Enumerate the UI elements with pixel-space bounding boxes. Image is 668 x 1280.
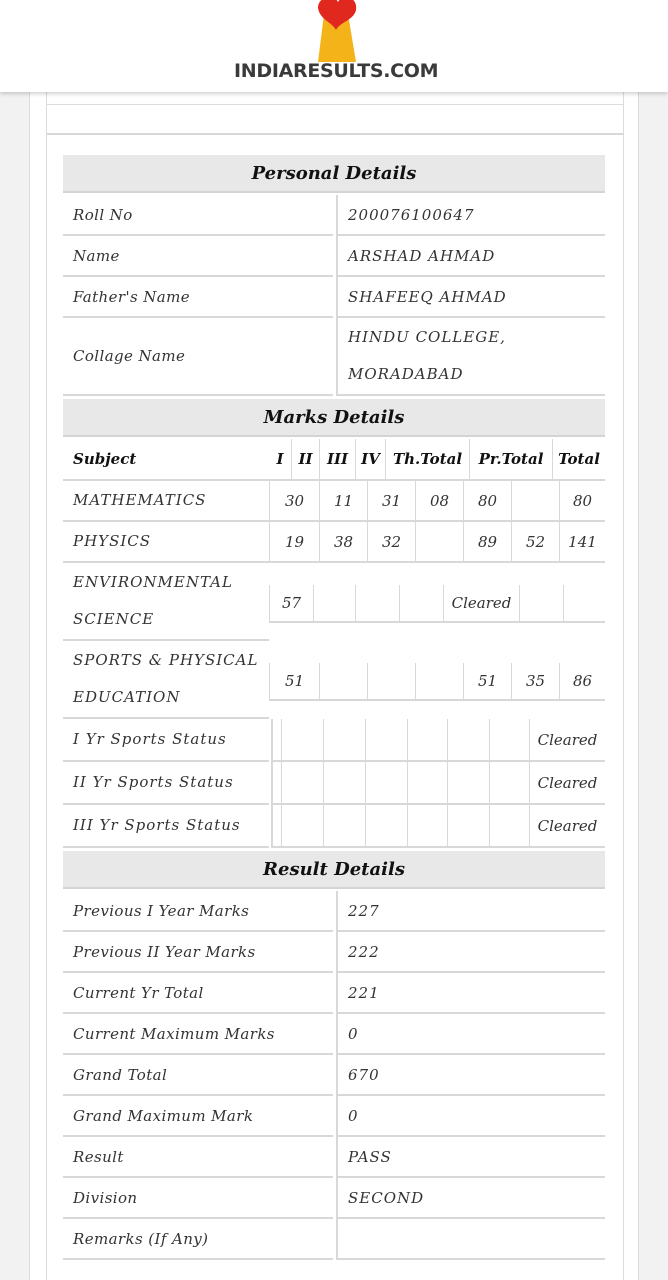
sports-status-value: Cleared <box>529 719 605 762</box>
table-row <box>63 1137 605 1178</box>
th-total-header: Th.Total <box>385 439 469 481</box>
table-row <box>63 762 605 805</box>
table-row <box>63 522 605 563</box>
empty-cell <box>489 719 529 762</box>
table-row <box>63 1219 605 1260</box>
site-logo[interactable] <box>234 0 439 88</box>
subject-name: ENVIRONMENTAL SCIENCE <box>63 563 269 641</box>
empty-cell <box>281 762 323 805</box>
college-name-value: HINDU COLLEGE, MORADABAD <box>336 318 605 396</box>
sports-status-value: Cleared <box>529 762 605 805</box>
empty-cell <box>365 719 407 762</box>
result-value: 222 <box>336 932 605 973</box>
mark-cell <box>511 481 559 522</box>
empty-cell <box>489 805 529 848</box>
empty-cell <box>323 719 365 762</box>
mark-cell <box>415 663 463 701</box>
result-label: Grand Total <box>63 1055 333 1096</box>
roll-no-label: Roll No <box>63 195 333 236</box>
sports-status-value: Cleared <box>529 805 605 848</box>
mark-cell <box>415 522 463 563</box>
empty-cell <box>447 762 489 805</box>
sports-status-label: III Yr Sports Status <box>63 805 269 848</box>
father-name-label: Father's Name <box>63 277 333 318</box>
col-iii-header: III <box>319 439 355 481</box>
name-label: Name <box>63 236 333 277</box>
subject-name: MATHEMATICS <box>63 481 269 522</box>
table-row <box>63 891 605 932</box>
result-value <box>336 1219 605 1260</box>
mark-cell: 80 <box>463 481 511 522</box>
mark-cell: 51 <box>269 663 319 701</box>
mark-cell: 57 <box>269 585 313 623</box>
mark-cell: 86 <box>559 663 605 701</box>
empty-cell <box>271 762 281 805</box>
empty-cell <box>271 805 281 848</box>
col-i-header: I <box>269 439 291 481</box>
table-row <box>63 1096 605 1137</box>
result-value: PASS <box>336 1137 605 1178</box>
result-value: 221 <box>336 973 605 1014</box>
total-header: Total <box>552 439 605 481</box>
result-label: Result <box>63 1137 333 1178</box>
empty-cell <box>323 762 365 805</box>
result-label: Current Yr Total <box>63 973 333 1014</box>
mark-cell: Cleared <box>443 585 519 623</box>
table-row <box>63 805 605 848</box>
table-row <box>63 481 605 522</box>
result-details-heading: Result Details <box>63 851 605 889</box>
table-row <box>63 236 605 277</box>
empty-cell <box>447 805 489 848</box>
table-row <box>63 719 605 762</box>
mark-cell: 08 <box>415 481 463 522</box>
result-label: Division <box>63 1178 333 1219</box>
empty-cell <box>365 805 407 848</box>
result-value: 227 <box>336 891 605 932</box>
table-row <box>63 1055 605 1096</box>
mark-cell <box>399 585 443 623</box>
table-row <box>63 318 605 396</box>
col-ii-header: II <box>291 439 319 481</box>
result-label: Current Maximum Marks <box>63 1014 333 1055</box>
empty-cell <box>407 719 447 762</box>
table-row <box>63 973 605 1014</box>
result-value: SECOND <box>336 1178 605 1219</box>
empty-cell <box>489 762 529 805</box>
pr-total-header: Pr.Total <box>469 439 552 481</box>
roll-no-value: 200076100647 <box>336 195 605 236</box>
personal-details-heading: Personal Details <box>63 155 605 193</box>
logo-figure-icon <box>312 0 360 64</box>
mark-cell <box>367 663 415 701</box>
subject-name: PHYSICS <box>63 522 269 563</box>
mark-cell <box>319 663 367 701</box>
empty-cell <box>281 805 323 848</box>
mark-cell: 141 <box>559 522 605 563</box>
table-row <box>63 1178 605 1219</box>
sports-status-label: I Yr Sports Status <box>63 719 269 762</box>
college-name-label: Collage Name <box>63 318 333 396</box>
result-value: 670 <box>336 1055 605 1096</box>
table-row <box>63 195 605 236</box>
empty-cell <box>407 762 447 805</box>
mark-cell: 80 <box>559 481 605 522</box>
marks-details-heading: Marks Details <box>63 399 605 437</box>
table-row <box>63 932 605 973</box>
father-name-value: SHAFEEQ AHMAD <box>336 277 605 318</box>
table-row <box>63 641 605 719</box>
empty-cell <box>281 719 323 762</box>
empty-cell <box>447 719 489 762</box>
mark-cell: 31 <box>367 481 415 522</box>
col-iv-header: IV <box>355 439 385 481</box>
mark-cell: 89 <box>463 522 511 563</box>
mark-cell <box>563 585 605 623</box>
result-label: Remarks (If Any) <box>63 1219 333 1260</box>
mark-cell <box>519 585 563 623</box>
mark-cell: 30 <box>269 481 319 522</box>
top-strip <box>46 92 624 105</box>
result-label: Previous I Year Marks <box>63 891 333 932</box>
empty-cell <box>407 805 447 848</box>
mark-cell: 51 <box>463 663 511 701</box>
mark-cell <box>313 585 355 623</box>
mark-cell: 38 <box>319 522 367 563</box>
mark-cell <box>355 585 399 623</box>
top-strip-2 <box>46 105 624 135</box>
logo-text: INDIARESULTS.COM <box>234 60 439 82</box>
mark-cell: 52 <box>511 522 559 563</box>
name-value: ARSHAD AHMAD <box>336 236 605 277</box>
empty-cell <box>271 719 281 762</box>
sports-status-label: II Yr Sports Status <box>63 762 269 805</box>
mark-cell: 11 <box>319 481 367 522</box>
result-label: Previous II Year Marks <box>63 932 333 973</box>
result-label: Grand Maximum Mark <box>63 1096 333 1137</box>
marks-header-row <box>63 439 605 481</box>
result-value: 0 <box>336 1014 605 1055</box>
mark-cell: 19 <box>269 522 319 563</box>
subject-name: SPORTS & PHYSICAL EDUCATION <box>63 641 269 719</box>
result-value: 0 <box>336 1096 605 1137</box>
empty-cell <box>323 805 365 848</box>
table-row <box>63 277 605 318</box>
empty-cell <box>365 762 407 805</box>
table-row <box>63 563 605 641</box>
subject-header: Subject <box>63 439 269 481</box>
mark-cell: 35 <box>511 663 559 701</box>
mark-cell: 32 <box>367 522 415 563</box>
table-row <box>63 1014 605 1055</box>
site-header <box>0 0 668 92</box>
